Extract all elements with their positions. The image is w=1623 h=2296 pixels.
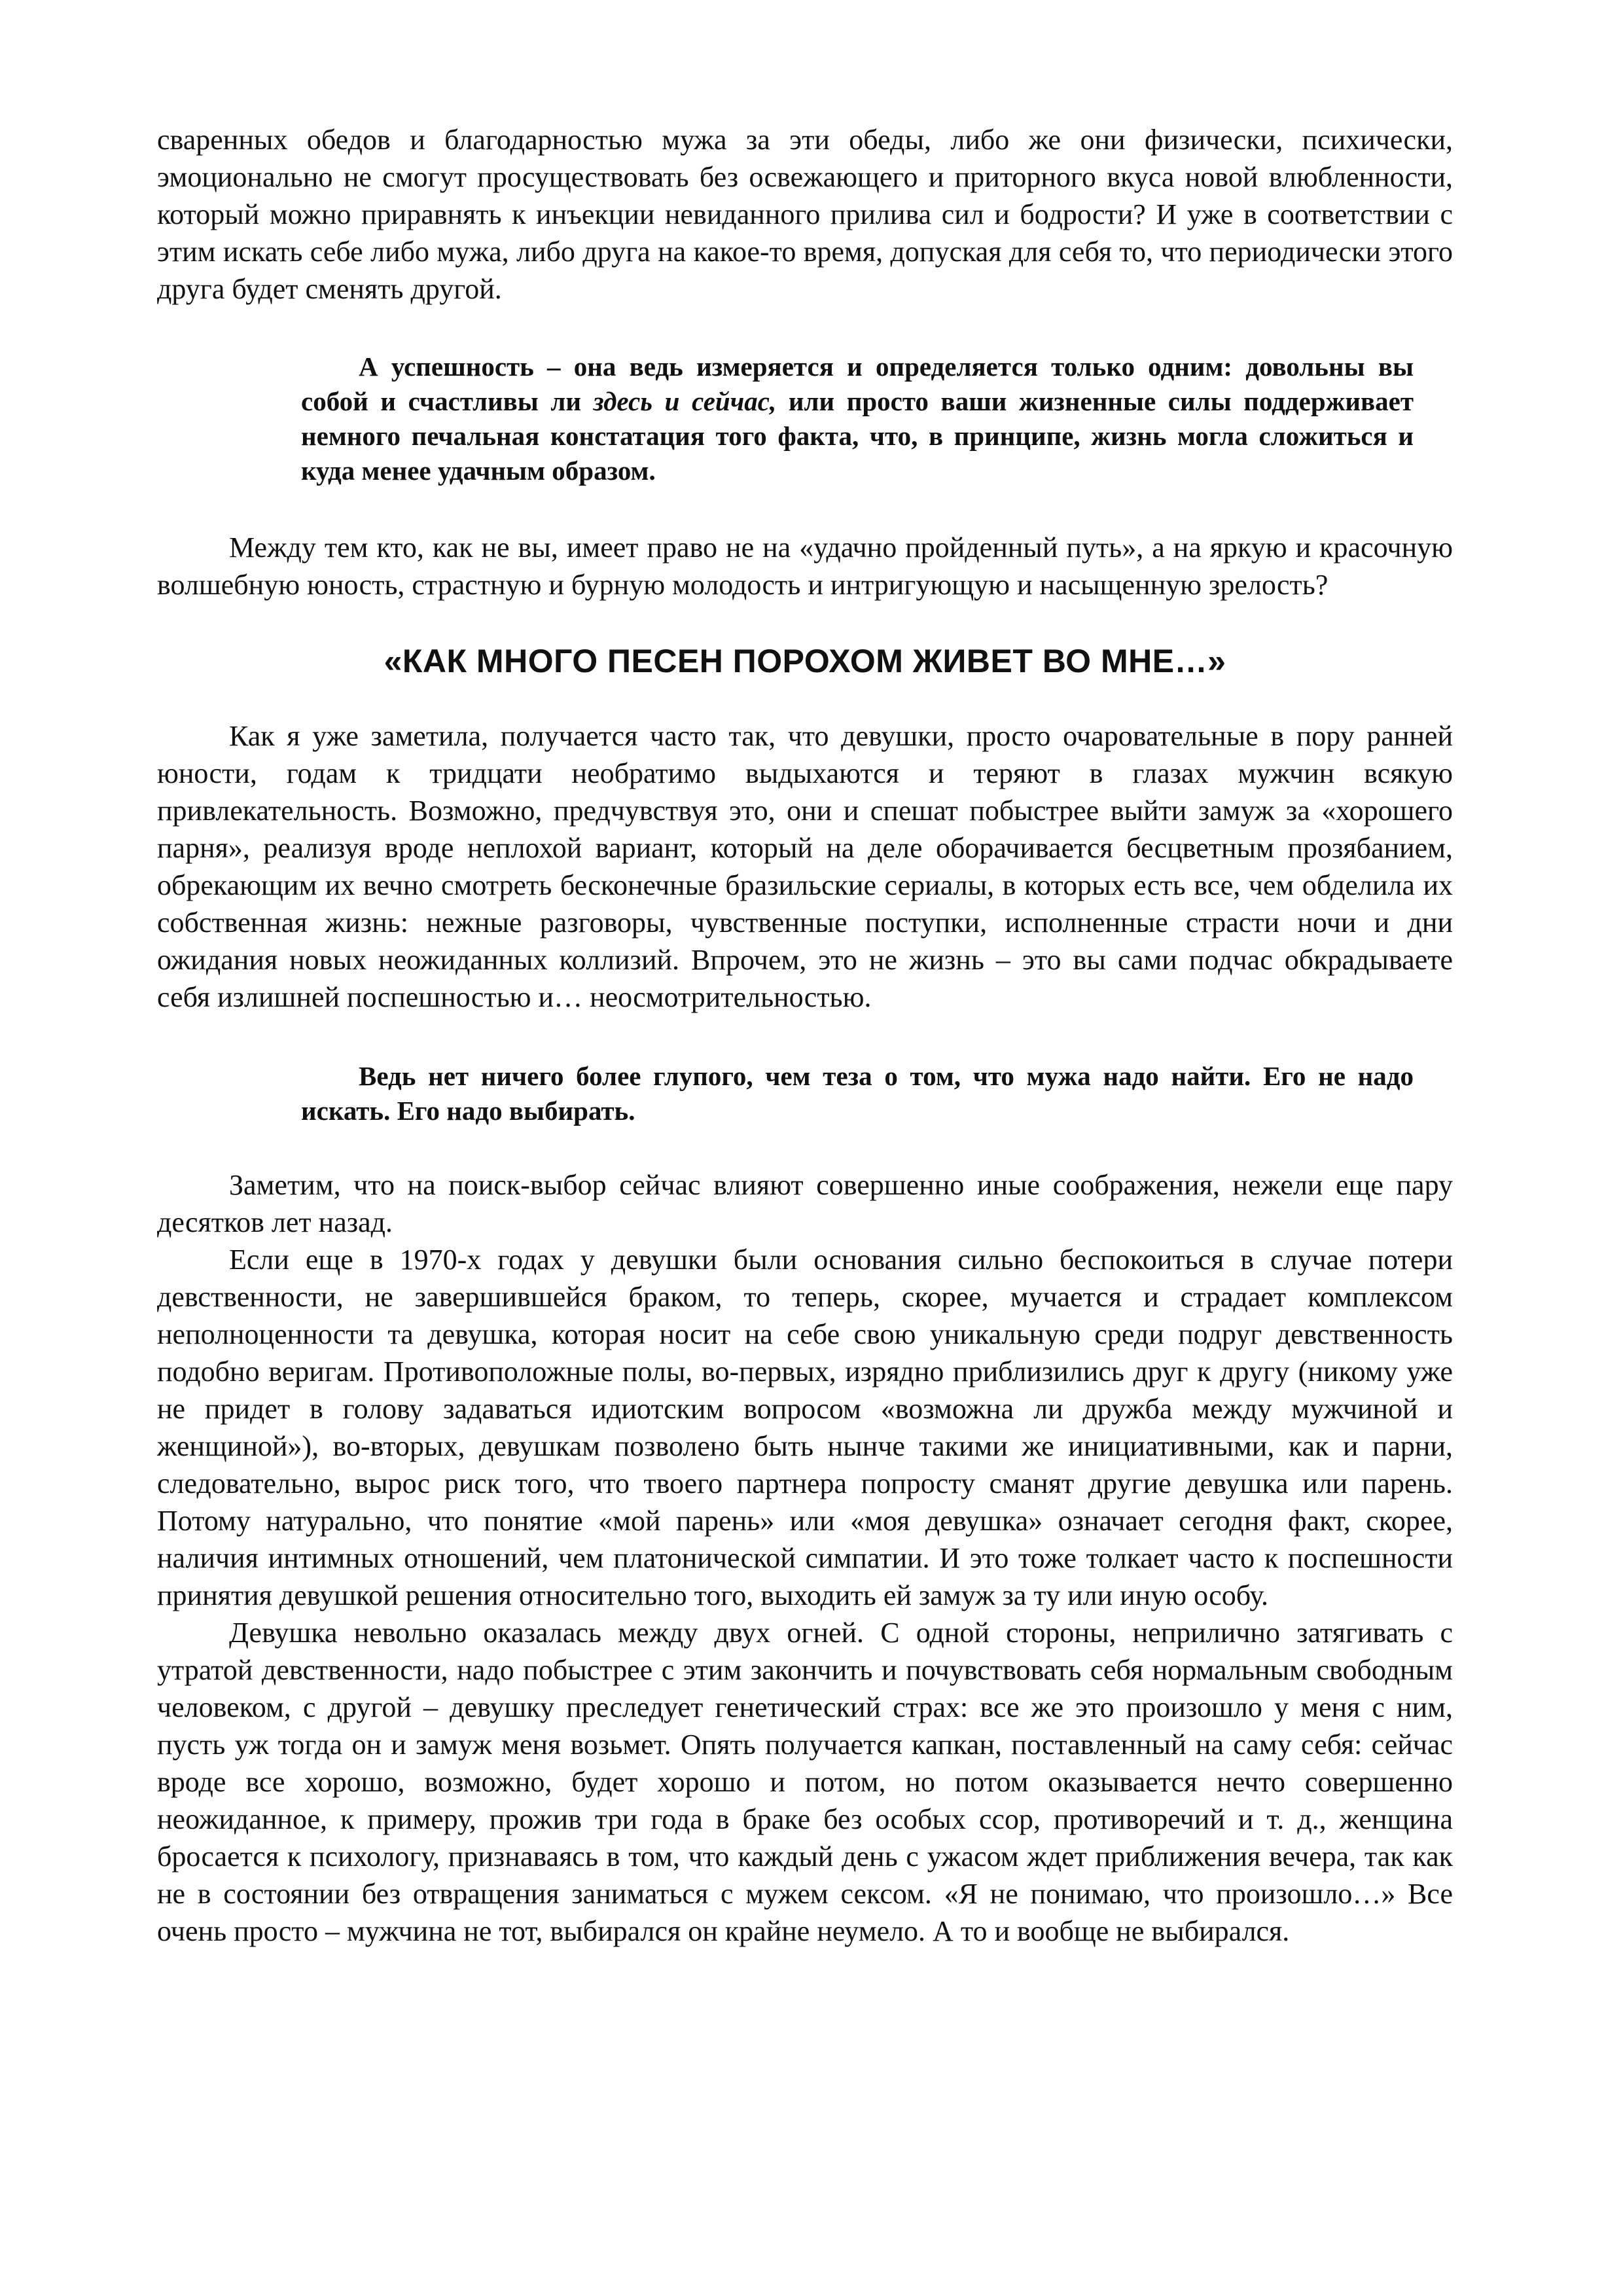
paragraph-rights: Между тем кто, как не вы, имеет право не на «удачно пройденный путь», а на яркую и красочную волшебную юность, страстную и бурную молодость и интригующую и насыщенную зрелость?	[157, 531, 1453, 601]
section-heading: «КАК МНОГО ПЕСЕН ПОРОХОМ ЖИВЕТ ВО МНЕ…»	[383, 643, 1226, 679]
paragraph-intro: сваренных обедов и благодарностью мужа за эти обеды, либо же они физически, психически, эмоционально не смогут просуществовать без освежающего и приторного вкуса новой влюбленности, который можно приравнять к инъекции невиданного прилива сил и бодрости? И уже в соответствии с этим искать себе либо мужа, либо друга на какое-то время, допуская для себя то, что периодически этого друга будет сменять другой.	[157, 124, 1453, 305]
paragraph-1970s: Если еще в 1970-х годах у девушки были основания сильно беспокоиться в случае потери девственности, не завершившейся браком, то теперь, скорее, мучается и страдает комплексом неполноценности та девушка, которая носит на себе свою уникальную среди подруг девственность подобно веригам. Противоположные полы, во-первых, изрядно приблизились друг к другу (никому уже не придет в голову задаваться идиотским вопросом «возможна ли дружба между мужчиной и женщиной»), во-вторых, девушкам позволено быть нынче такими же инициативными, как и парни, следовательно, вырос риск того, что твоего партнера попросту сманят другие девушка или парень. Потому натурально, что понятие «мой парень» или «моя девушка» означает сегодня факт, скорее, наличия интимных отношений, чем платонической симпатии. И это тоже толкает часто к поспешности принятия девушкой решения относительно того, выходить ей замуж за ту или иную особу.	[157, 1244, 1453, 1611]
paragraph-two-fires: Девушка невольно оказалась между двух огней. С одной стороны, неприлично затягивать с утратой девственности, надо побыстрее с этим закончить и почувствовать себя нормальным свободным человеком, с другой – девушку преследует генетический страх: все же это произошло у меня с ним, пусть уж тогда он и замуж меня возьмет. Опять получается капкан, поставленный на саму себя: сейчас вроде все хорошо, возможно, будет хорошо и потом, но потом оказывается нечто совершенно неожиданное, к примеру, прожив три года в браке без особых ссор, противоречий и т. д., женщина бросается к психологу, признаваясь в том, что каждый день с ужасом ждет приближения вечера, так как не в состоянии без отвращения заниматься с мужем сексом. «Я не понимаю, что произошло…» Все очень просто – мужчина не тот, выбирался он крайне неумело. А то и вообще не выбирался.	[157, 1617, 1453, 1947]
quote-text-part1: А успешность – она ведь измеряется и определяется только одним: довольны вы собой и счастливы ли	[301, 351, 1414, 416]
paragraph-girls-youth: Как я уже заметила, получается часто так, что девушки, просто очаровательные в пору ранней юности, годам к тридцати необратимо выдыхаются и теряют в глазах мужчин всякую привлекательность. Возможно, предчувствуя это, они и спешат побыстрее выйти замуж за «хорошего парня», реализуя вроде неплохой вариант, который на деле оборачивается бесцветным прозябанием, обрекающим их вечно смотреть бесконечные бразильские сериалы, в которых есть все, чем обделила их собственная жизнь: нежные разговоры, чувственные поступки, исполненные страсти ночи и дни ожидания новых неожиданных коллизий. Впрочем, это не жизнь – это вы сами подчас обкрадываете себя излишней поспешностью и… неосмотрительностью.	[157, 720, 1453, 1013]
bold-quote-success	[301, 350, 1414, 488]
paragraph-search-choice: Заметим, что на поиск-выбор сейчас влияют совершенно иные соображения, нежели еще пару десятков лет назад.	[157, 1169, 1453, 1238]
quote-italic-phrase: здесь и сейчас,	[593, 386, 777, 416]
quote-text-part2: или просто ваши жизненные силы поддерживает немного печальная констатация того факта, что, в принципе, жизнь могла сложиться и куда менее удачным образом.	[301, 386, 1414, 486]
bold-quote-choose-husband: Ведь нет ничего более глупого, чем теза о том, что мужа надо найти. Его не надо искать. Его надо выбирать.	[301, 1061, 1414, 1126]
